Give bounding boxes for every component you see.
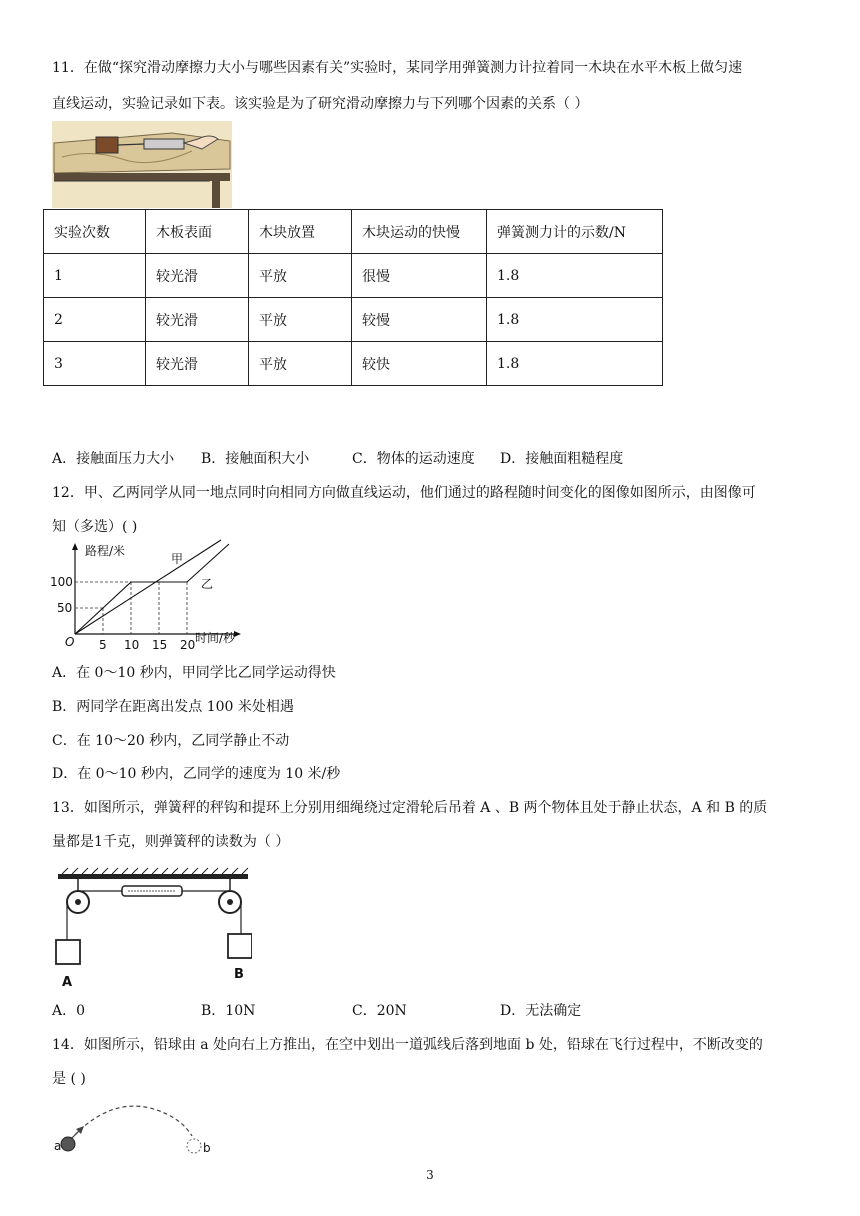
wooden-block [96, 137, 118, 153]
table-row [44, 342, 663, 386]
series-label-yi: 乙 [201, 577, 214, 591]
table-cell: 平放 [249, 342, 352, 386]
q11-stem-line1: 11．在做“探究滑动摩擦力大小与哪些因素有关”实验时，某同学用弹簧测力计拉着同一木块在水平木板上做匀速 [52, 60, 743, 76]
table-cell: 较快 [352, 342, 487, 386]
table-cell: 平放 [249, 254, 352, 298]
q13-option-c: C．20N [352, 1003, 407, 1019]
table-cell: 1.8 [487, 298, 663, 342]
table-cell: 1.8 [487, 342, 663, 386]
q11-option-a: A．接触面压力大小 [52, 451, 175, 467]
q13-stem-line1: 13．如图所示，弹簧秤的秤钩和提环上分别用细绳绕过定滑轮后吊着 A 、B 两个物体且处于静止状态，A 和 B 的质 [52, 800, 768, 816]
y-tick-label: 50 [57, 601, 73, 615]
x-tick-label: 10 [124, 638, 140, 652]
q11-data-table [43, 209, 663, 386]
table-cell: 1.8 [487, 254, 663, 298]
shot-put-ball-a [61, 1137, 75, 1151]
x-axis-label: 时间/秒 [195, 631, 236, 645]
page-number: 3 [426, 1168, 434, 1182]
q14-shot-put-figure [48, 1098, 228, 1162]
q13-stem-line2: 量都是1千克，则弹簧秤的读数为（ ） [52, 834, 290, 850]
q13-option-d: D．无法确定 [500, 1003, 582, 1019]
y-axis-label: 路程/米 [85, 544, 126, 558]
table-header-cell: 实验次数 [44, 210, 146, 254]
mass-block-b [228, 934, 252, 958]
table-cell: 2 [44, 298, 146, 342]
series-label-jia: 甲 [171, 552, 184, 566]
shot-put-ball-b [187, 1139, 201, 1153]
table-header-cell: 弹簧测力计的示数/N [487, 210, 663, 254]
q12-stem-line2: 知（多选）( ) [52, 519, 138, 535]
y-axis-arrow-icon [72, 543, 78, 550]
spring-scale [144, 139, 184, 149]
q13-pulley-figure [52, 858, 252, 998]
q12-option-c: C．在 10～20 秒内，乙同学静止不动 [52, 733, 290, 749]
table-cell: 较光滑 [146, 342, 249, 386]
q12-option-b: B．两同学在距离出发点 100 米处相遇 [52, 699, 294, 715]
table-cell: 较光滑 [146, 298, 249, 342]
q11-friction-experiment-figure [52, 121, 232, 208]
table-row [44, 254, 663, 298]
q13-option-a: A．0 [52, 1003, 86, 1019]
q14-stem-line2: 是 ( ) [52, 1071, 86, 1087]
table-cell: 较慢 [352, 298, 487, 342]
mass-block-a [56, 940, 80, 964]
x-axis-arrow-icon [234, 631, 241, 637]
q12-option-a: A．在 0～10 秒内，甲同学比乙同学运动得快 [52, 665, 336, 681]
x-tick-label: 5 [99, 638, 107, 652]
q11-option-b: B．接触面积大小 [201, 451, 310, 467]
table-cell: 很慢 [352, 254, 487, 298]
q11-option-c: C．物体的运动速度 [352, 451, 475, 467]
q12-distance-time-graph [45, 538, 245, 656]
label-b: b [203, 1141, 211, 1155]
table-header-cell: 木块运动的快慢 [352, 210, 487, 254]
x-tick-label: 15 [152, 638, 168, 652]
origin-label: O [65, 635, 75, 649]
table-header-row [44, 210, 663, 254]
table-row [44, 298, 663, 342]
x-tick-label: 20 [180, 638, 196, 652]
table-cell: 平放 [249, 298, 352, 342]
trajectory-arc [70, 1106, 192, 1140]
table-header-cell: 木板表面 [146, 210, 249, 254]
q13-option-b: B．10N [201, 1003, 256, 1019]
table-cell: 1 [44, 254, 146, 298]
label-b: B [234, 967, 244, 982]
q12-stem-line1: 12．甲、乙两同学从同一地点同时向相同方向做直线运动，他们通过的路程随时间变化的图像如图所示，由图像可 [52, 485, 756, 501]
label-a: A [62, 975, 73, 990]
table-cell: 较光滑 [146, 254, 249, 298]
label-a: a [54, 1139, 62, 1153]
ceiling-beam [58, 874, 248, 879]
q11-stem-line2: 直线运动，实验记录如下表。该实验是为了研究滑动摩擦力与下列哪个因素的关系（ ） [52, 96, 589, 112]
table-header-cell: 木块放置 [249, 210, 352, 254]
y-tick-label: 100 [50, 575, 73, 589]
table-cell: 3 [44, 342, 146, 386]
q12-option-d: D．在 0～10 秒内，乙同学的速度为 10 米/秒 [52, 766, 341, 782]
q11-option-d: D．接触面粗糙程度 [500, 451, 624, 467]
q14-stem-line1: 14．如图所示，铅球由 a 处向右上方推出，在空中划出一道弧线后落到地面 b 处，铅球在飞行过程中，不断改变的 [52, 1037, 763, 1053]
